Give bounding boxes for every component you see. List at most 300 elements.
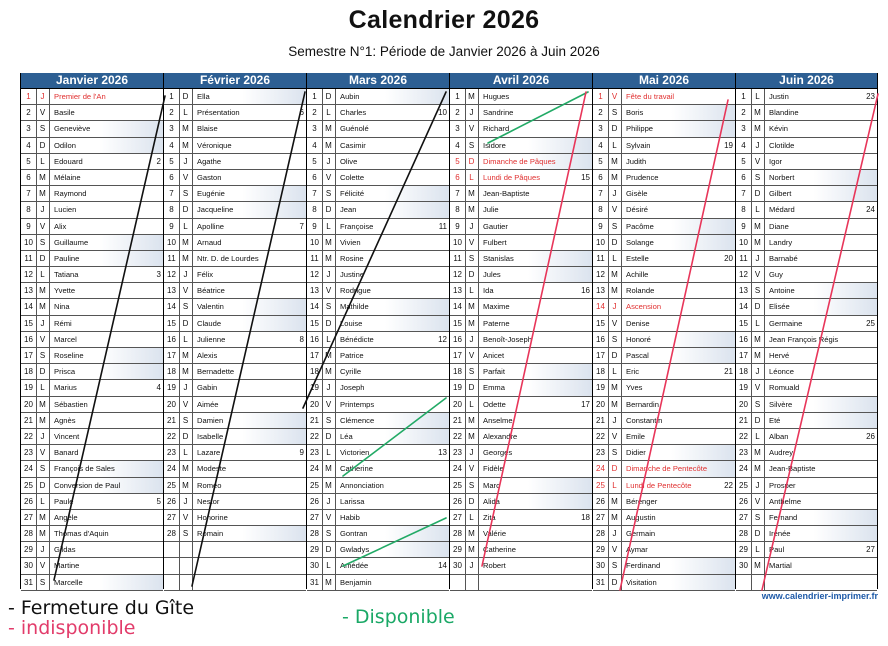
day-row: [450, 316, 592, 332]
saint-name: Boris: [626, 108, 644, 118]
day-number: 10: [307, 235, 323, 250]
day-letter: M: [322, 348, 336, 363]
day-row: [450, 510, 592, 526]
day-row: [593, 235, 735, 251]
saint-name: Gisèle: [626, 189, 648, 199]
day-number: 20: [593, 397, 609, 412]
saint-name: Hervé: [769, 351, 790, 360]
day-letter: V: [608, 89, 622, 104]
week-number: 4: [156, 383, 161, 393]
day-number: 27: [736, 510, 752, 525]
saint-name: Zita: [483, 512, 496, 522]
day-number: 29: [21, 542, 37, 557]
day-number: 1: [450, 89, 466, 104]
day-letter: M: [36, 186, 50, 201]
day-letter: J: [751, 251, 765, 266]
day-letter: L: [465, 283, 479, 298]
day-row: [736, 461, 877, 477]
week-number: 5: [156, 496, 161, 506]
saint-name: Valérie: [483, 529, 507, 539]
day-letter: L: [465, 170, 479, 185]
day-number: 5: [164, 154, 180, 169]
day-letter: L: [179, 332, 193, 347]
day-number: 12: [593, 267, 609, 282]
day-number: 14: [450, 299, 466, 314]
saint-name: Benoît-Joseph: [483, 334, 532, 344]
day-number: 4: [164, 138, 180, 153]
day-number: 1: [164, 89, 180, 104]
day-number: 15: [21, 316, 37, 331]
day-row: [593, 575, 735, 591]
day-letter: L: [608, 251, 622, 266]
day-row: [21, 219, 163, 235]
day-number: 6: [736, 170, 752, 185]
day-row: [450, 542, 592, 558]
day-number: 4: [736, 138, 752, 153]
saint-name: Maxime: [483, 302, 510, 312]
day-row: [450, 235, 592, 251]
day-letter: V: [465, 235, 479, 250]
day-letter: D: [608, 348, 622, 363]
day-number: 29: [307, 542, 323, 557]
day-row: [736, 413, 877, 429]
day-row: [21, 316, 163, 332]
saint-name: Agathe: [197, 156, 222, 166]
day-letter: M: [751, 235, 765, 250]
day-number: 18: [450, 364, 466, 379]
day-number: 11: [21, 251, 37, 266]
day-number: 9: [164, 219, 180, 234]
day-letter: S: [36, 121, 50, 136]
calendar-grid: [20, 73, 878, 589]
day-number: 29: [450, 542, 466, 557]
day-letter: D: [608, 461, 622, 476]
saint-name: Conversion de Paul: [54, 480, 121, 490]
day-number: 14: [164, 299, 180, 314]
day-letter: V: [751, 494, 765, 509]
saint-name: Agnès: [54, 415, 76, 425]
saint-name: Amédée: [340, 561, 369, 571]
day-number: 20: [164, 397, 180, 412]
saint-name: Sébastien: [54, 399, 88, 409]
day-letter: L: [751, 89, 765, 104]
saint-name: Isabelle: [197, 431, 224, 441]
saint-name: Félix: [197, 270, 214, 280]
day-letter: [465, 575, 479, 590]
day-number: 12: [450, 267, 466, 282]
day-letter: J: [322, 380, 336, 395]
saint-name: Colette: [340, 172, 365, 182]
day-row: [307, 267, 449, 283]
day-row: [736, 380, 877, 396]
day-letter: L: [36, 494, 50, 509]
saint-name: Claude: [197, 318, 222, 328]
legend-closed: - Fermeture du Gîte: [8, 597, 195, 619]
footer-url[interactable]: www.calendrier-imprimer.fr: [761, 591, 878, 601]
saint-name: Ella: [197, 92, 210, 101]
day-row: [450, 202, 592, 218]
day-row: [21, 364, 163, 380]
day-row: [21, 542, 163, 558]
day-number: 11: [164, 251, 180, 266]
day-letter: M: [465, 316, 479, 331]
day-letter: L: [322, 332, 336, 347]
day-number: 31: [21, 575, 37, 590]
day-number: 24: [450, 461, 466, 476]
day-letter: D: [322, 316, 336, 331]
day-number: 5: [21, 154, 37, 169]
day-row: [593, 445, 735, 461]
page-subtitle: Semestre N°1: Période de Janvier 2026 à Juin 2026: [288, 44, 600, 59]
saint-name: Félicité: [340, 189, 365, 199]
saint-name: Léonce: [769, 367, 794, 377]
saint-name: Solange: [626, 237, 654, 247]
day-letter: S: [36, 235, 50, 250]
day-row: [164, 575, 306, 591]
saint-name: Jean François Régis: [769, 334, 839, 344]
day-number: 23: [21, 445, 37, 460]
day-number: 12: [164, 267, 180, 282]
day-letter: [179, 558, 193, 573]
day-letter: S: [465, 364, 479, 379]
week-number: 3: [156, 270, 161, 280]
day-number: 11: [593, 251, 609, 266]
day-number: 19: [450, 380, 466, 395]
day-number: 28: [164, 526, 180, 541]
saint-name: Béatrice: [197, 286, 225, 296]
week-number: 24: [866, 205, 875, 215]
day-row: [593, 202, 735, 218]
day-number: 1: [21, 89, 37, 104]
saint-name: Martial: [769, 561, 792, 571]
day-row: [307, 235, 449, 251]
day-letter: M: [322, 478, 336, 493]
saint-name: Igor: [769, 156, 783, 166]
day-row: [450, 461, 592, 477]
saint-name: Damien: [197, 415, 224, 425]
day-number: 23: [307, 445, 323, 460]
day-row: [593, 154, 735, 170]
day-number: 26: [450, 494, 466, 509]
day-row: [21, 186, 163, 202]
day-row: [736, 121, 877, 137]
day-number: 20: [307, 397, 323, 412]
day-letter: J: [179, 494, 193, 509]
day-letter: M: [36, 510, 50, 525]
day-letter: D: [36, 251, 50, 266]
day-letter: J: [179, 267, 193, 282]
day-row: [21, 526, 163, 542]
saint-name: Estelle: [626, 253, 649, 263]
day-letter: S: [179, 299, 193, 314]
day-row: [164, 397, 306, 413]
day-number: 10: [164, 235, 180, 250]
day-number: 21: [21, 413, 37, 428]
day-number: 21: [307, 413, 323, 428]
saint-name: Printemps: [340, 399, 375, 409]
month-column: [20, 73, 163, 589]
day-number: 14: [307, 299, 323, 314]
day-letter: L: [751, 429, 765, 444]
day-number: 14: [593, 299, 609, 314]
day-letter: J: [36, 429, 50, 444]
saint-name: Eugénie: [197, 189, 225, 199]
saint-name: Dimanche de Pâques: [483, 156, 556, 166]
day-letter: S: [322, 413, 336, 428]
day-letter: L: [751, 542, 765, 557]
day-row: [21, 575, 163, 591]
day-letter: S: [465, 138, 479, 153]
saint-name: Paul: [769, 545, 785, 555]
saint-name: Bernardin: [626, 399, 659, 409]
day-letter: M: [36, 170, 50, 185]
day-row: [593, 478, 735, 494]
saint-name: Justin: [769, 92, 789, 101]
saint-name: Patrice: [340, 351, 364, 360]
day-letter: S: [608, 332, 622, 347]
day-row: [593, 299, 735, 315]
saint-name: Jean-Baptiste: [769, 464, 816, 474]
day-letter: V: [36, 105, 50, 120]
day-number: 9: [593, 219, 609, 234]
day-row: [21, 494, 163, 510]
saint-name: Victorien: [340, 448, 370, 458]
day-letter: V: [179, 510, 193, 525]
week-number: 9: [299, 448, 304, 458]
month-column: [449, 73, 592, 589]
day-row: [450, 138, 592, 154]
saint-name: Raymond: [54, 189, 87, 199]
day-row: [593, 413, 735, 429]
day-number: 2: [450, 105, 466, 120]
day-letter: S: [322, 186, 336, 201]
day-row: [593, 121, 735, 137]
day-letter: M: [751, 105, 765, 120]
day-row: [164, 558, 306, 574]
day-letter: M: [322, 461, 336, 476]
day-number: 8: [307, 202, 323, 217]
day-letter: M: [465, 413, 479, 428]
saint-name: Gontran: [340, 529, 368, 539]
day-row: [307, 121, 449, 137]
day-letter: M: [36, 299, 50, 314]
saint-name: Ntr. D. de Lourdes: [197, 253, 259, 263]
saint-name: Anicet: [483, 351, 505, 360]
day-number: 26: [164, 494, 180, 509]
day-letter: M: [465, 542, 479, 557]
day-row: [450, 299, 592, 315]
day-letter: V: [465, 348, 479, 363]
saint-name: Visitation: [626, 577, 657, 587]
day-number: 24: [164, 461, 180, 476]
saint-name: Catherine: [483, 545, 516, 555]
day-letter: S: [179, 186, 193, 201]
saint-name: Gildas: [54, 545, 76, 555]
day-letter: V: [179, 397, 193, 412]
saint-name: Guy: [769, 270, 783, 280]
day-letter: M: [465, 89, 479, 104]
day-row: [593, 186, 735, 202]
day-letter: M: [608, 380, 622, 395]
day-letter: M: [179, 235, 193, 250]
day-number: 23: [164, 445, 180, 460]
day-row: [307, 478, 449, 494]
saint-name: Fulbert: [483, 237, 507, 247]
day-row: [736, 494, 877, 510]
day-row: [307, 154, 449, 170]
day-row: [450, 558, 592, 574]
saint-name: Alix: [54, 221, 67, 231]
day-letter: L: [36, 380, 50, 395]
saint-name: Parfait: [483, 367, 505, 377]
day-number: 16: [164, 332, 180, 347]
day-letter: M: [36, 397, 50, 412]
saint-name: Prudence: [626, 172, 659, 182]
day-number: 6: [593, 170, 609, 185]
day-letter: V: [608, 542, 622, 557]
day-letter: J: [322, 154, 336, 169]
day-letter: M: [608, 283, 622, 298]
saint-name: Antoine: [769, 286, 795, 296]
day-letter: J: [465, 105, 479, 120]
day-row: [164, 445, 306, 461]
day-row: [736, 105, 877, 121]
day-number: 25: [736, 478, 752, 493]
day-row: [307, 397, 449, 413]
day-letter: L: [36, 154, 50, 169]
day-letter: S: [608, 105, 622, 120]
day-number: 18: [307, 364, 323, 379]
day-row: [593, 542, 735, 558]
day-row: [21, 267, 163, 283]
day-row: [450, 105, 592, 121]
day-letter: L: [465, 510, 479, 525]
day-row: [593, 316, 735, 332]
day-row: [307, 364, 449, 380]
day-row: [164, 219, 306, 235]
day-letter: V: [36, 445, 50, 460]
day-row: [736, 510, 877, 526]
saint-name: Gaston: [197, 172, 222, 182]
saint-name: Julienne: [197, 334, 226, 344]
day-row: [736, 316, 877, 332]
day-letter: D: [465, 380, 479, 395]
day-row: [736, 89, 877, 105]
day-row: [736, 299, 877, 315]
saint-name: Julie: [483, 205, 499, 215]
day-row: [21, 283, 163, 299]
month-header: Mars 2026: [307, 73, 449, 89]
month-column: [163, 73, 306, 589]
month-header: Février 2026: [164, 73, 306, 89]
day-row: [593, 526, 735, 542]
saint-name: Charles: [340, 108, 367, 118]
saint-name: Germaine: [769, 318, 803, 328]
day-letter: J: [36, 89, 50, 104]
saint-name: Eric: [626, 367, 640, 377]
day-number: 4: [307, 138, 323, 153]
day-row: [450, 429, 592, 445]
day-row: [164, 526, 306, 542]
day-number: 26: [593, 494, 609, 509]
day-row: [21, 332, 163, 348]
saint-name: Bénédicte: [340, 334, 374, 344]
saint-name: Audrey: [769, 448, 794, 458]
day-number: 20: [21, 397, 37, 412]
day-row: [307, 461, 449, 477]
week-number: 18: [581, 512, 590, 522]
day-letter: L: [465, 397, 479, 412]
saint-name: Aimée: [197, 399, 219, 409]
day-row: [307, 283, 449, 299]
day-letter: M: [608, 494, 622, 509]
day-letter: V: [751, 267, 765, 282]
saint-name: Achille: [626, 270, 649, 280]
day-number: 18: [593, 364, 609, 379]
saint-name: Geneviève: [54, 124, 91, 134]
day-number: 5: [307, 154, 323, 169]
day-row: [593, 494, 735, 510]
day-letter: M: [608, 510, 622, 525]
saint-name: Mathilde: [340, 302, 369, 312]
saint-name: Alexandre: [483, 431, 518, 441]
day-letter: V: [608, 316, 622, 331]
day-letter: L: [608, 478, 622, 493]
day-letter: S: [179, 413, 193, 428]
day-letter: M: [751, 348, 765, 363]
day-row: [164, 121, 306, 137]
day-number: 18: [21, 364, 37, 379]
day-letter: D: [322, 429, 336, 444]
day-letter: V: [322, 283, 336, 298]
day-letter: M: [751, 219, 765, 234]
day-letter: V: [36, 219, 50, 234]
day-row: [736, 186, 877, 202]
day-letter: M: [465, 526, 479, 541]
saint-name: Modeste: [197, 464, 227, 474]
day-letter: M: [179, 364, 193, 379]
day-row: [307, 575, 449, 591]
saint-name: Gwladys: [340, 545, 370, 555]
day-row: [307, 558, 449, 574]
saint-name: Kévin: [769, 124, 788, 134]
day-row: [450, 575, 592, 591]
day-number: 4: [450, 138, 466, 153]
day-row: [736, 542, 877, 558]
day-letter: M: [322, 575, 336, 590]
day-number: 27: [21, 510, 37, 525]
day-row: [450, 219, 592, 235]
day-letter: J: [36, 202, 50, 217]
day-row: [21, 235, 163, 251]
day-letter: L: [322, 445, 336, 460]
day-number: 8: [736, 202, 752, 217]
day-row: [21, 170, 163, 186]
day-row: [736, 170, 877, 186]
day-number: 8: [164, 202, 180, 217]
week-number: 8: [299, 334, 304, 344]
day-number: 17: [593, 348, 609, 363]
day-number: 19: [21, 380, 37, 395]
day-row: [736, 251, 877, 267]
day-row: [307, 105, 449, 121]
day-number: 19: [164, 380, 180, 395]
saint-name: Prisca: [54, 367, 76, 377]
day-number: 14: [21, 299, 37, 314]
day-letter: J: [465, 332, 479, 347]
day-number: 9: [736, 219, 752, 234]
day-row: [164, 461, 306, 477]
